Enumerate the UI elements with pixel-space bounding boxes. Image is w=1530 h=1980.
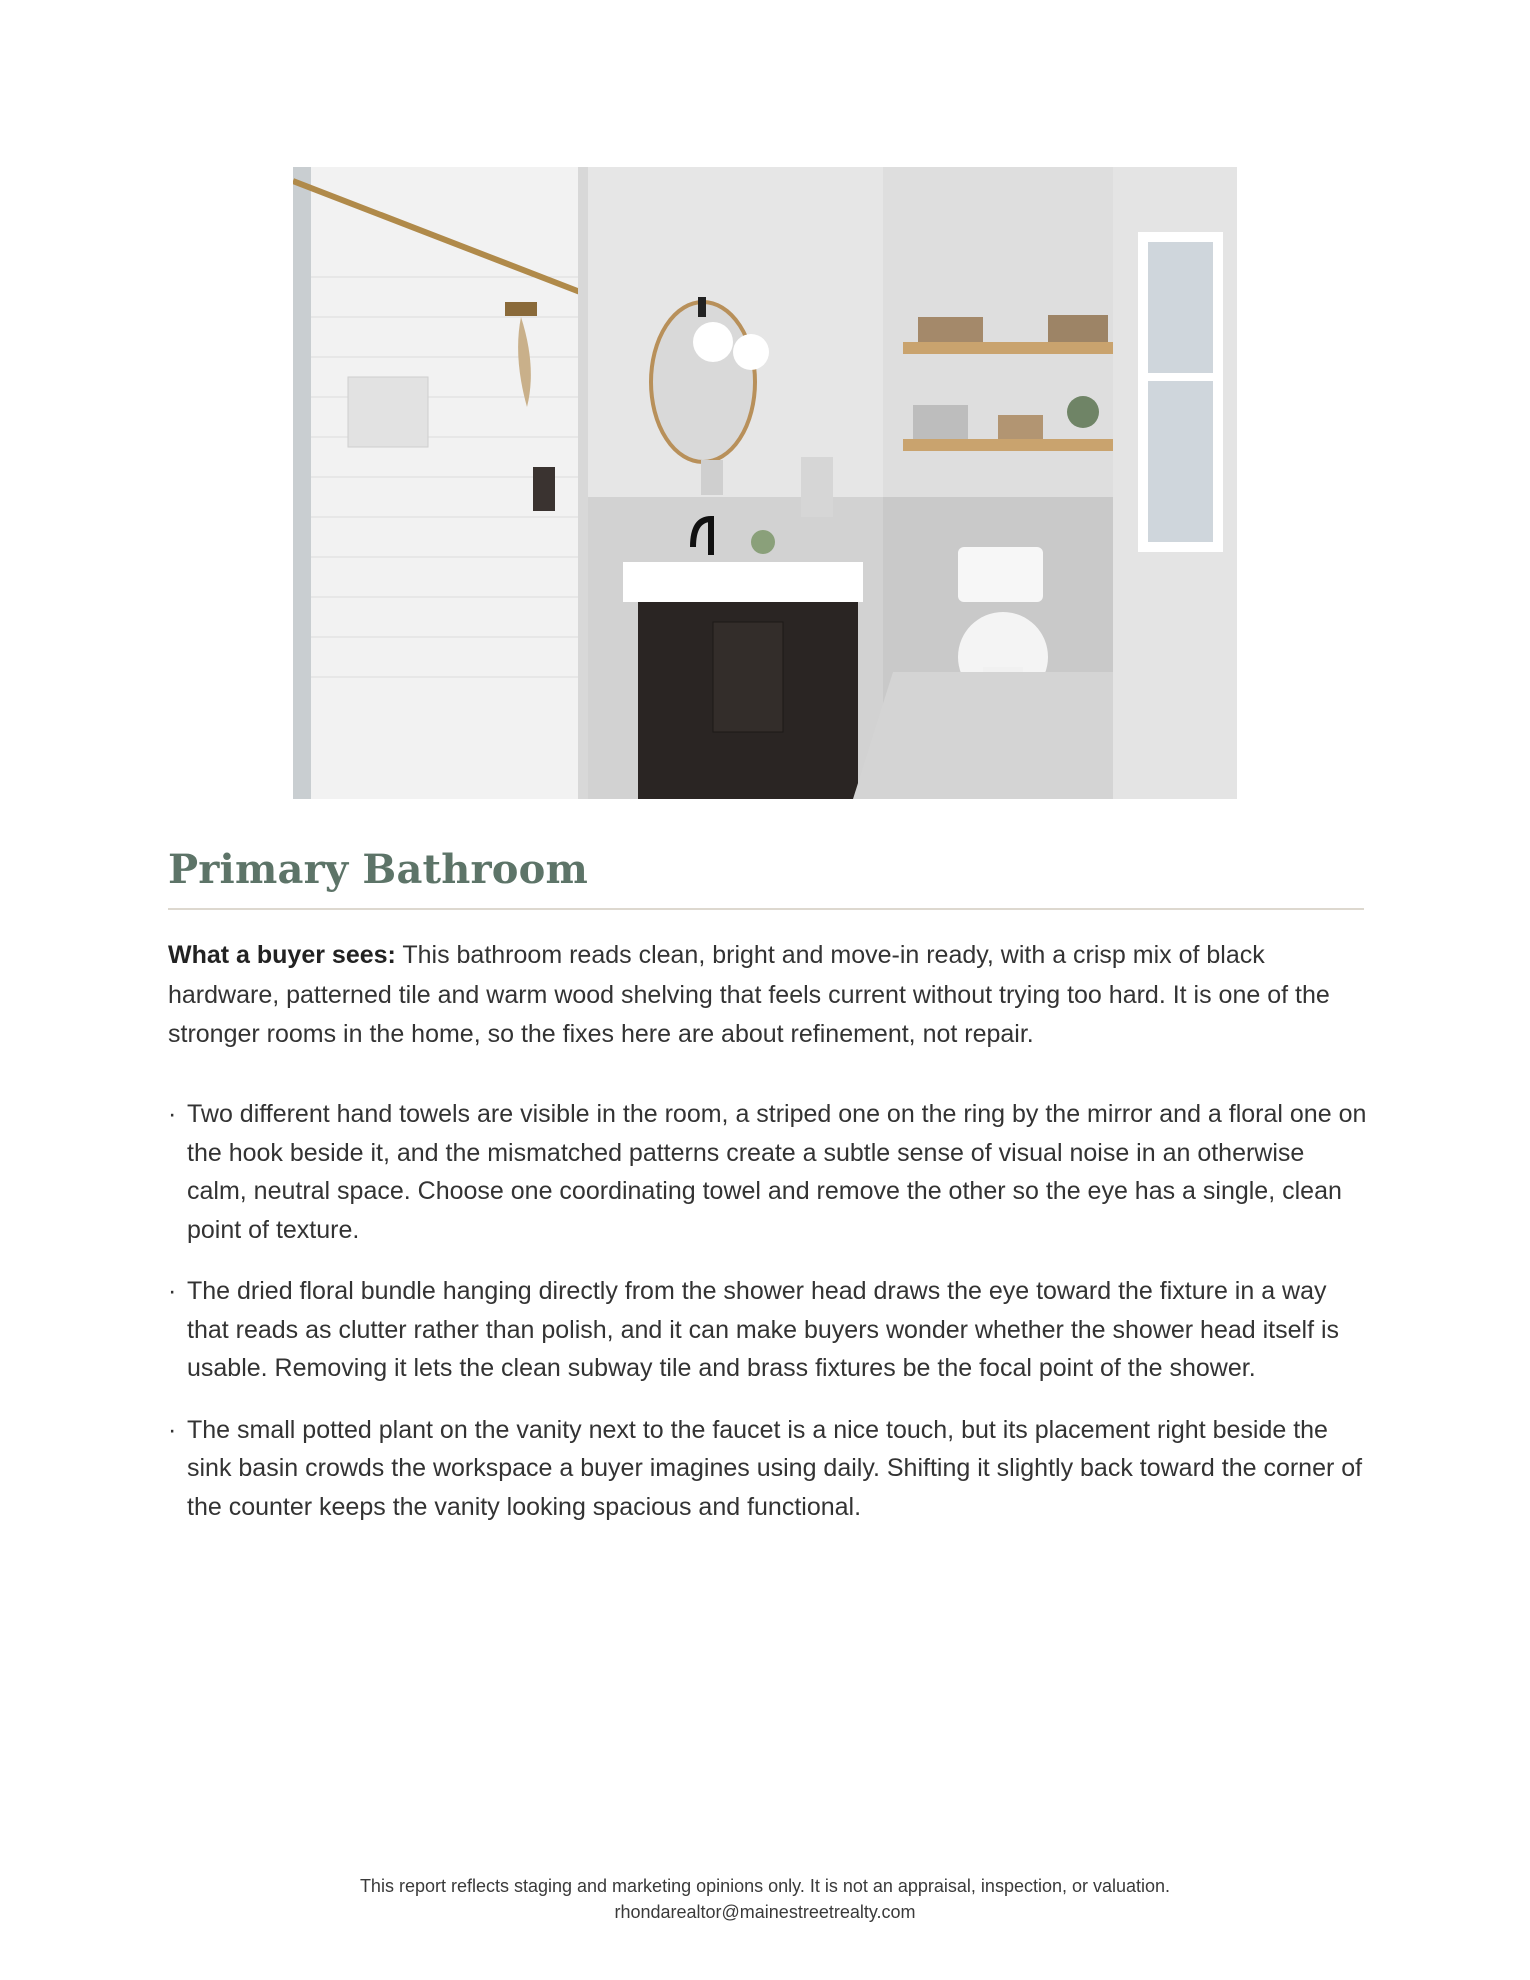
- list-item: [168, 1272, 1368, 1388]
- footer-email: rhondarealtor@mainestreetrealty.com: [614, 1902, 916, 1922]
- title-divider: [168, 908, 1364, 910]
- intro-text: This bathroom reads clean, bright and move-in ready, with a crisp mix of black hardware, patterned tile and warm wood shelving that feels current without trying too hard. It is one of the stronger rooms in the home, so the fixes here are about refinement, not repair.: [168, 941, 1330, 1048]
- bullet-icon: ·: [168, 1100, 177, 1128]
- bullet-icon: ·: [168, 1415, 177, 1444]
- bathroom-photo: [293, 167, 1237, 799]
- section-title: Primary Bathroom: [168, 846, 589, 893]
- intro-paragraph: [168, 936, 1368, 1055]
- list-item-text: Two different hand towels are visible in the room, a striped one on the ring by the mirror and a floral one on the hook beside it, and the mismatched patterns create a subtle sense of visual noise in an otherwise calm, neutral space. Choose one coordinating towel and remove the other so the eye has a single, clean point of texture.: [187, 1100, 1367, 1244]
- list-item: [168, 1095, 1368, 1249]
- list-item: [168, 1411, 1368, 1527]
- footer-disclaimer: This report reflects staging and marketing opinions only. It is not an appraisal, inspection, or valuation.: [359, 1876, 1171, 1896]
- list-item-text: The dried floral bundle hanging directly from the shower head draws the eye toward the fixture in a way that reads as clutter rather than polish, and it can make buyers wonder whether the shower head itself is usable. Removing it lets the clean subway tile and brass fixtures be the focal point of the shower.: [187, 1277, 1340, 1382]
- bathroom-illustration: [293, 167, 1237, 799]
- page-footer: [0, 1873, 1530, 1925]
- bullet-icon: ·: [168, 1277, 177, 1305]
- intro-label: What a buyer sees:: [168, 941, 396, 969]
- list-item-text: The small potted plant on the vanity next to the faucet is a nice touch, but its placement right beside the sink basin crowds the workspace a buyer imagines using daily. Shifting it slightly back toward the corner of the counter keeps the vanity looking spacious and functional.: [187, 1415, 1363, 1521]
- recommendation-list: [168, 1095, 1368, 1549]
